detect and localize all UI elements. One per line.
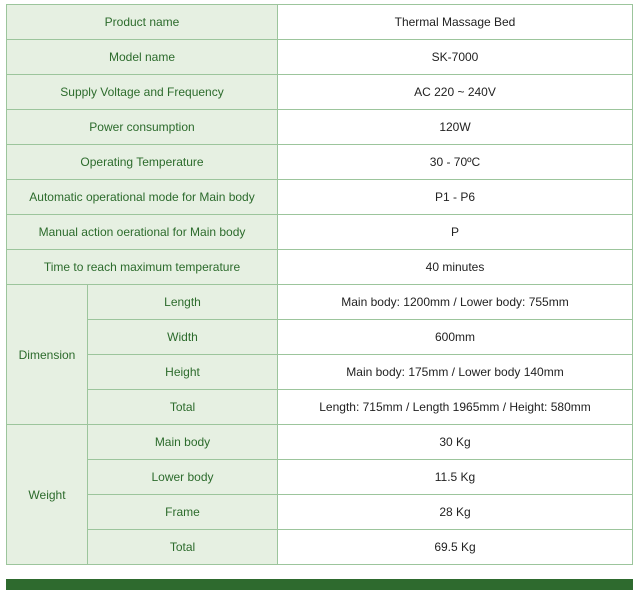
spec-row-time-to-max-temp (7, 250, 633, 285)
spec-row-weight-lower-body (7, 460, 633, 495)
spec-row-model-name (7, 40, 633, 75)
spec-value: P (278, 215, 633, 250)
spec-value: P1 - P6 (278, 180, 633, 215)
spec-row-manual-action (7, 215, 633, 250)
spec-value: SK-7000 (278, 40, 633, 75)
spec-row-weight-frame (7, 495, 633, 530)
dimension-group-label: Dimension (7, 285, 88, 425)
spec-label: Time to reach maximum temperature (7, 250, 278, 285)
spec-label: Product name (7, 5, 278, 40)
spec-row-weight-total (7, 530, 633, 565)
spec-sub-label: Total (88, 530, 278, 565)
spec-label: Automatic operational mode for Main body (7, 180, 278, 215)
spec-label: Power consumption (7, 110, 278, 145)
spec-value: 11.5 Kg (278, 460, 633, 495)
spec-value: AC 220 ~ 240V (278, 75, 633, 110)
spec-value: 120W (278, 110, 633, 145)
spec-sub-label: Total (88, 390, 278, 425)
spec-label: Operating Temperature (7, 145, 278, 180)
spec-label: Supply Voltage and Frequency (7, 75, 278, 110)
spec-sub-label: Width (88, 320, 278, 355)
spec-value: Length: 715mm / Length 1965mm / Height: 580mm (278, 390, 633, 425)
spec-row-supply-voltage (7, 75, 633, 110)
spec-row-dimension-length (7, 285, 633, 320)
spec-row-product-name (7, 5, 633, 40)
spec-value: 30 - 70ºC (278, 145, 633, 180)
spec-value: Main body: 1200mm / Lower body: 755mm (278, 285, 633, 320)
spec-row-operating-temperature (7, 145, 633, 180)
weight-group-label: Weight (7, 425, 88, 565)
spec-row-dimension-total (7, 390, 633, 425)
spec-value: 600mm (278, 320, 633, 355)
spec-row-dimension-width (7, 320, 633, 355)
spec-table (6, 4, 633, 565)
spec-value: Main body: 175mm / Lower body 140mm (278, 355, 633, 390)
spec-value: Thermal Massage Bed (278, 5, 633, 40)
spec-label: Manual action oerational for Main body (7, 215, 278, 250)
spec-sub-label: Height (88, 355, 278, 390)
spec-value: 69.5 Kg (278, 530, 633, 565)
footer-divider-bar (6, 579, 633, 590)
spec-sub-label: Lower body (88, 460, 278, 495)
spec-row-dimension-height (7, 355, 633, 390)
spec-value: 28 Kg (278, 495, 633, 530)
spec-sub-label: Length (88, 285, 278, 320)
spec-row-weight-main-body (7, 425, 633, 460)
spec-label: Model name (7, 40, 278, 75)
spec-sub-label: Main body (88, 425, 278, 460)
spec-row-automatic-mode (7, 180, 633, 215)
spec-sub-label: Frame (88, 495, 278, 530)
spec-row-power-consumption (7, 110, 633, 145)
spec-value: 40 minutes (278, 250, 633, 285)
spec-value: 30 Kg (278, 425, 633, 460)
